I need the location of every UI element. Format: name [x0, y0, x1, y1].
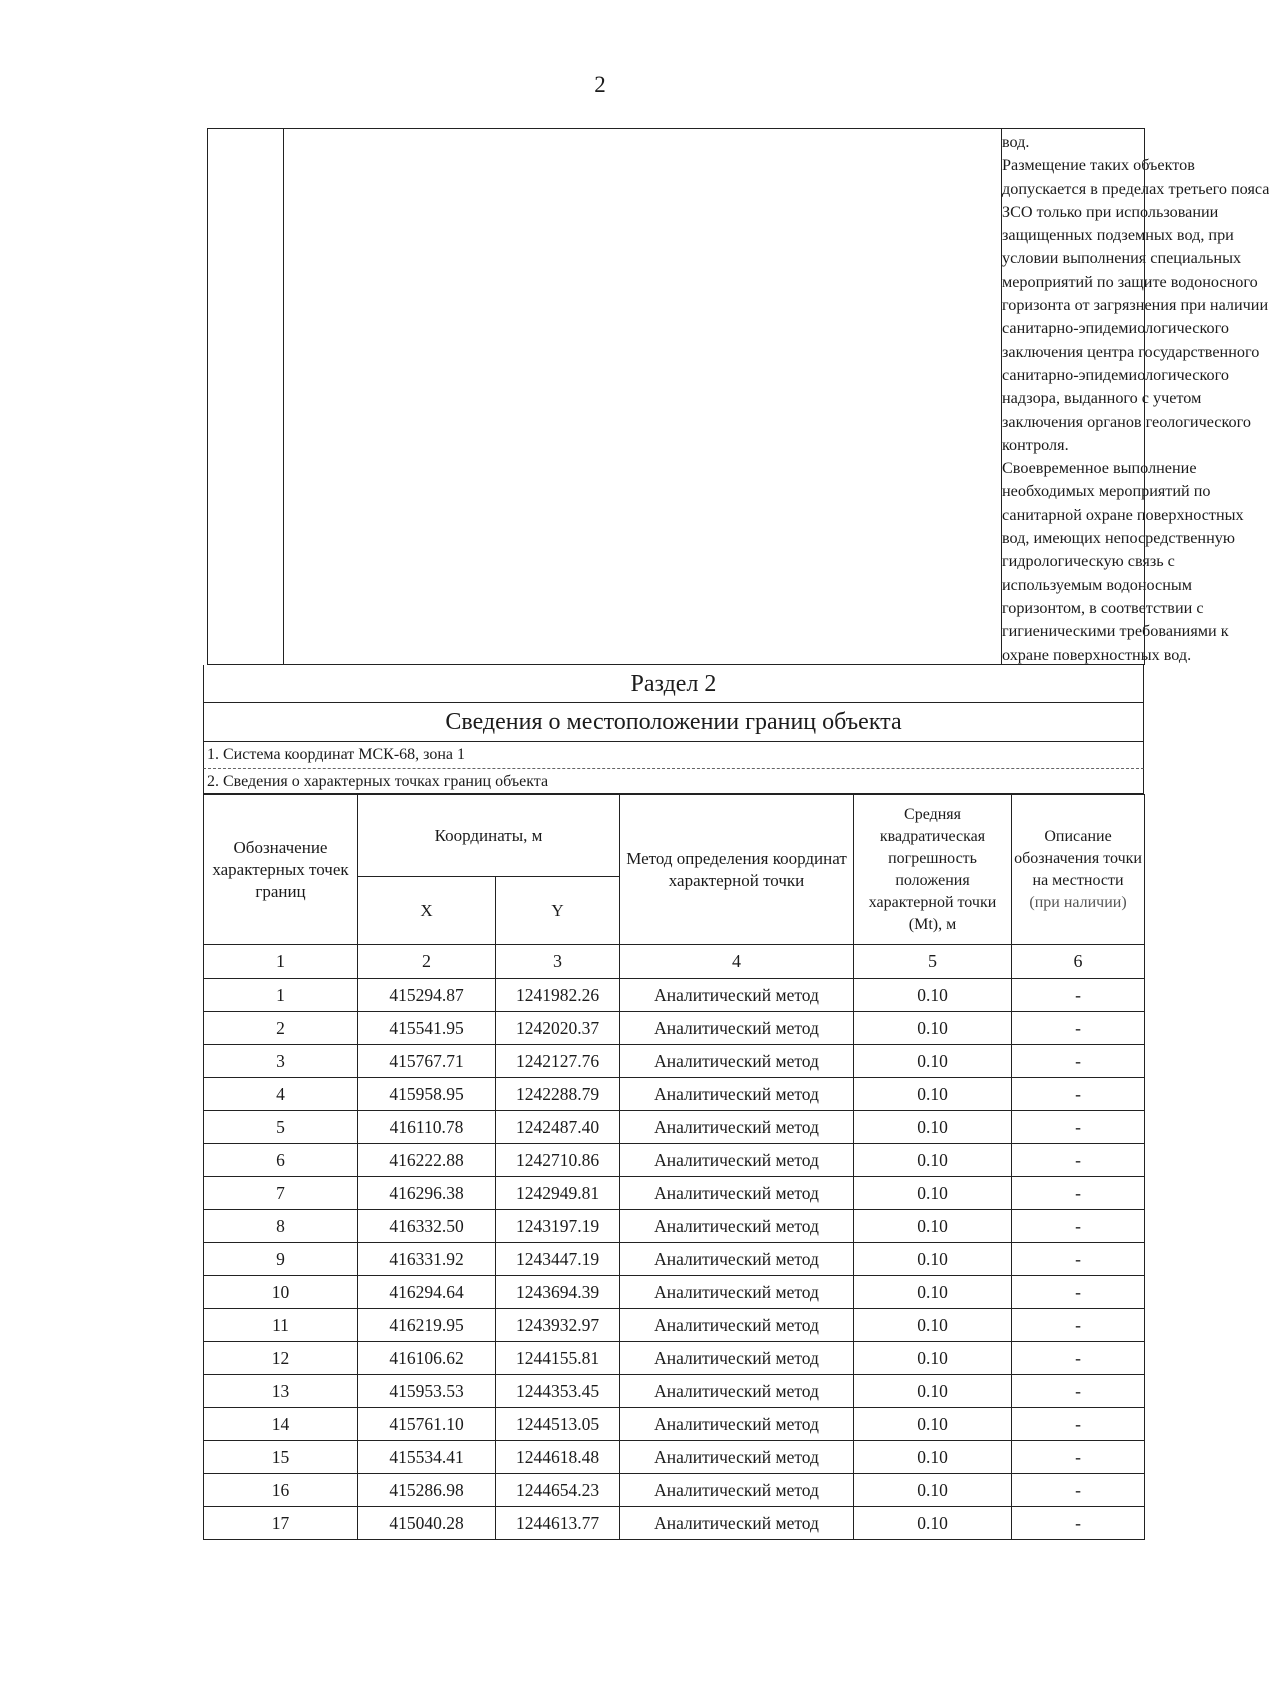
description-cell: -: [1012, 1474, 1145, 1507]
x-cell: 415286.98: [358, 1474, 496, 1507]
x-cell: 415767.71: [358, 1045, 496, 1078]
header-y: Y: [496, 877, 620, 945]
y-cell: 1243932.97: [496, 1309, 620, 1342]
header-description-text: Описание обозначения точки на местности: [1014, 827, 1142, 889]
method-cell: Аналитический метод: [620, 979, 854, 1012]
y-cell: 1244654.23: [496, 1474, 620, 1507]
point-number-cell: 9: [204, 1243, 358, 1276]
table-row: [204, 1210, 1145, 1243]
continuation-line: горизонтом, в соответствии с: [1002, 598, 1204, 617]
point-number-cell: 10: [204, 1276, 358, 1309]
error-cell: 0.10: [854, 1111, 1012, 1144]
continuation-line: защищенных подземных вод, при: [1002, 226, 1234, 245]
error-cell: 0.10: [854, 1045, 1012, 1078]
description-cell: -: [1012, 1012, 1145, 1045]
y-cell: 1242288.79: [496, 1078, 620, 1111]
continuation-line: контроля.: [1002, 435, 1069, 454]
y-cell: 1242127.76: [496, 1045, 620, 1078]
method-cell: Аналитический метод: [620, 1243, 854, 1276]
description-cell: -: [1012, 1243, 1145, 1276]
column-number: 1: [204, 945, 358, 979]
table-row: [204, 979, 1145, 1012]
continuation-line: санитарно-эпидемиологического: [1002, 319, 1229, 338]
point-number-cell: 16: [204, 1474, 358, 1507]
method-cell: Аналитический метод: [620, 1474, 854, 1507]
y-cell: 1242020.37: [496, 1012, 620, 1045]
table-row: [204, 1243, 1145, 1276]
y-cell: 1244618.48: [496, 1441, 620, 1474]
y-cell: 1244513.05: [496, 1408, 620, 1441]
table-row: [204, 1441, 1145, 1474]
error-cell: 0.10: [854, 1474, 1012, 1507]
error-cell: 0.10: [854, 1210, 1012, 1243]
point-number-cell: 7: [204, 1177, 358, 1210]
point-number-cell: 6: [204, 1144, 358, 1177]
continuation-line: Размещение таких объектов: [1002, 156, 1195, 175]
description-cell: -: [1012, 979, 1145, 1012]
continuation-line: охране поверхностных вод.: [1002, 645, 1192, 664]
description-cell: -: [1012, 1375, 1145, 1408]
x-cell: 415294.87: [358, 979, 496, 1012]
table-row: [204, 1342, 1145, 1375]
y-cell: 1242949.81: [496, 1177, 620, 1210]
table-row: [204, 1408, 1145, 1441]
method-cell: Аналитический метод: [620, 1441, 854, 1474]
table-row: [204, 1309, 1145, 1342]
method-cell: Аналитический метод: [620, 1276, 854, 1309]
description-cell: -: [1012, 1507, 1145, 1540]
description-cell: -: [1012, 1144, 1145, 1177]
continuation-line: горизонта от загрязнения при наличии: [1002, 296, 1269, 315]
x-cell: 415953.53: [358, 1375, 496, 1408]
coordinates-body: [204, 979, 1145, 1540]
point-number-cell: 11: [204, 1309, 358, 1342]
y-cell: 1242710.86: [496, 1144, 620, 1177]
x-cell: 416294.64: [358, 1276, 496, 1309]
method-cell: Аналитический метод: [620, 1012, 854, 1045]
error-cell: 0.10: [854, 1342, 1012, 1375]
x-cell: 416219.95: [358, 1309, 496, 1342]
section-subtitle: Сведения о местоположении границ объекта: [203, 703, 1144, 742]
header-designation: Обозначение характерных точек границ: [204, 795, 358, 945]
x-cell: 416106.62: [358, 1342, 496, 1375]
description-cell: -: [1012, 1177, 1145, 1210]
continuation-line: надзора, выданного с учетом: [1002, 389, 1202, 408]
point-number-cell: 15: [204, 1441, 358, 1474]
x-cell: 415541.95: [358, 1012, 496, 1045]
error-cell: 0.10: [854, 1441, 1012, 1474]
point-number-cell: 4: [204, 1078, 358, 1111]
column-number: 6: [1012, 945, 1145, 979]
continuation-col-2: [284, 129, 1002, 664]
y-cell: 1241982.26: [496, 979, 620, 1012]
table-row: [204, 1474, 1145, 1507]
x-cell: 415958.95: [358, 1078, 496, 1111]
x-cell: 415534.41: [358, 1441, 496, 1474]
point-number-cell: 13: [204, 1375, 358, 1408]
section-title: Раздел 2: [203, 665, 1144, 703]
x-cell: 416296.38: [358, 1177, 496, 1210]
error-cell: 0.10: [854, 1276, 1012, 1309]
method-cell: Аналитический метод: [620, 1342, 854, 1375]
continuation-line: условии выполнения специальных: [1002, 249, 1242, 268]
description-cell: -: [1012, 1342, 1145, 1375]
x-cell: 416332.50: [358, 1210, 496, 1243]
x-cell: 415040.28: [358, 1507, 496, 1540]
point-number-cell: 17: [204, 1507, 358, 1540]
description-cell: -: [1012, 1210, 1145, 1243]
point-number-cell: 14: [204, 1408, 358, 1441]
coordinates-table: [203, 794, 1145, 1540]
error-cell: 0.10: [854, 1177, 1012, 1210]
points-info-line: 2. Сведения о характерных точках границ объекта: [203, 769, 1144, 794]
header-description-note: (при наличии): [1029, 893, 1127, 911]
point-number-cell: 3: [204, 1045, 358, 1078]
table-row: [204, 1078, 1145, 1111]
table-row: [204, 1012, 1145, 1045]
table-row: [204, 1507, 1145, 1540]
table-row: [204, 1177, 1145, 1210]
table-row: [204, 1045, 1145, 1078]
continuation-line: мероприятий по защите водоносного: [1002, 272, 1258, 291]
x-cell: 416331.92: [358, 1243, 496, 1276]
header-description: [1012, 795, 1145, 945]
method-cell: Аналитический метод: [620, 1045, 854, 1078]
y-cell: 1242487.40: [496, 1111, 620, 1144]
method-cell: Аналитический метод: [620, 1375, 854, 1408]
method-cell: Аналитический метод: [620, 1210, 854, 1243]
point-number-cell: 5: [204, 1111, 358, 1144]
y-cell: 1243447.19: [496, 1243, 620, 1276]
point-number-cell: 8: [204, 1210, 358, 1243]
description-cell: -: [1012, 1441, 1145, 1474]
coordinate-system-line: 1. Система координат МСК-68, зона 1: [203, 742, 1144, 769]
method-cell: Аналитический метод: [620, 1177, 854, 1210]
method-cell: Аналитический метод: [620, 1309, 854, 1342]
continuation-line: вод, имеющих непосредственную: [1002, 529, 1235, 548]
table-row: [204, 1375, 1145, 1408]
error-cell: 0.10: [854, 1078, 1012, 1111]
continuation-line: ЗСО только при использовании: [1002, 202, 1219, 221]
error-cell: 0.10: [854, 1144, 1012, 1177]
error-cell: 0.10: [854, 1012, 1012, 1045]
method-cell: Аналитический метод: [620, 1507, 854, 1540]
description-cell: -: [1012, 1276, 1145, 1309]
header-method: Метод определения координат характерной точки: [620, 795, 854, 945]
continuation-line: гидрологическую связь с: [1002, 552, 1175, 571]
description-cell: -: [1012, 1078, 1145, 1111]
x-cell: 416110.78: [358, 1111, 496, 1144]
continuation-line: допускается в пределах третьего пояса: [1002, 179, 1269, 198]
page-number: 2: [594, 72, 606, 97]
continuation-line: заключения органов геологического: [1002, 412, 1251, 431]
description-cell: -: [1012, 1045, 1145, 1078]
table-row: [204, 1276, 1145, 1309]
description-cell: -: [1012, 1309, 1145, 1342]
error-cell: 0.10: [854, 979, 1012, 1012]
continuation-line: вод.: [1002, 133, 1030, 151]
continuation-line: необходимых мероприятий по: [1002, 482, 1211, 501]
continuation-line: заключения центра государственного: [1002, 342, 1260, 361]
point-number-cell: 1: [204, 979, 358, 1012]
y-cell: 1243197.19: [496, 1210, 620, 1243]
table-row: [204, 1144, 1145, 1177]
error-cell: 0.10: [854, 1408, 1012, 1441]
x-cell: 416222.88: [358, 1144, 496, 1177]
column-number: 3: [496, 945, 620, 979]
header-coordinates: Координаты, м: [358, 795, 620, 877]
description-cell: -: [1012, 1111, 1145, 1144]
point-number-cell: 12: [204, 1342, 358, 1375]
column-number: 2: [358, 945, 496, 979]
column-number-row: [204, 945, 1145, 979]
point-number-cell: 2: [204, 1012, 358, 1045]
y-cell: 1244613.77: [496, 1507, 620, 1540]
continuation-col-1: [208, 129, 284, 664]
method-cell: Аналитический метод: [620, 1111, 854, 1144]
continuation-line: Своевременное выполнение: [1002, 459, 1197, 478]
error-cell: 0.10: [854, 1309, 1012, 1342]
error-cell: 0.10: [854, 1243, 1012, 1276]
continuation-line: санитарно-эпидемиологического: [1002, 365, 1229, 384]
continuation-line: используемым водоносным: [1002, 575, 1192, 594]
x-cell: 415761.10: [358, 1408, 496, 1441]
y-cell: 1244353.45: [496, 1375, 620, 1408]
y-cell: 1244155.81: [496, 1342, 620, 1375]
error-cell: 0.10: [854, 1375, 1012, 1408]
column-number: 5: [854, 945, 1012, 979]
column-number: 4: [620, 945, 854, 979]
continuation-text: [1002, 131, 1269, 667]
error-cell: 0.10: [854, 1507, 1012, 1540]
header-x: X: [358, 877, 496, 945]
method-cell: Аналитический метод: [620, 1144, 854, 1177]
method-cell: Аналитический метод: [620, 1078, 854, 1111]
continuation-line: санитарной охране поверхностных: [1002, 505, 1244, 524]
continuation-table: [207, 128, 1269, 665]
description-cell: -: [1012, 1408, 1145, 1441]
continuation-line: гигиеническими требованиями к: [1002, 622, 1229, 641]
y-cell: 1243694.39: [496, 1276, 620, 1309]
table-row: [204, 1111, 1145, 1144]
header-error: Средняя квадратическая погрешность положения характерной точки (Mt), м: [854, 795, 1012, 945]
method-cell: Аналитический метод: [620, 1408, 854, 1441]
